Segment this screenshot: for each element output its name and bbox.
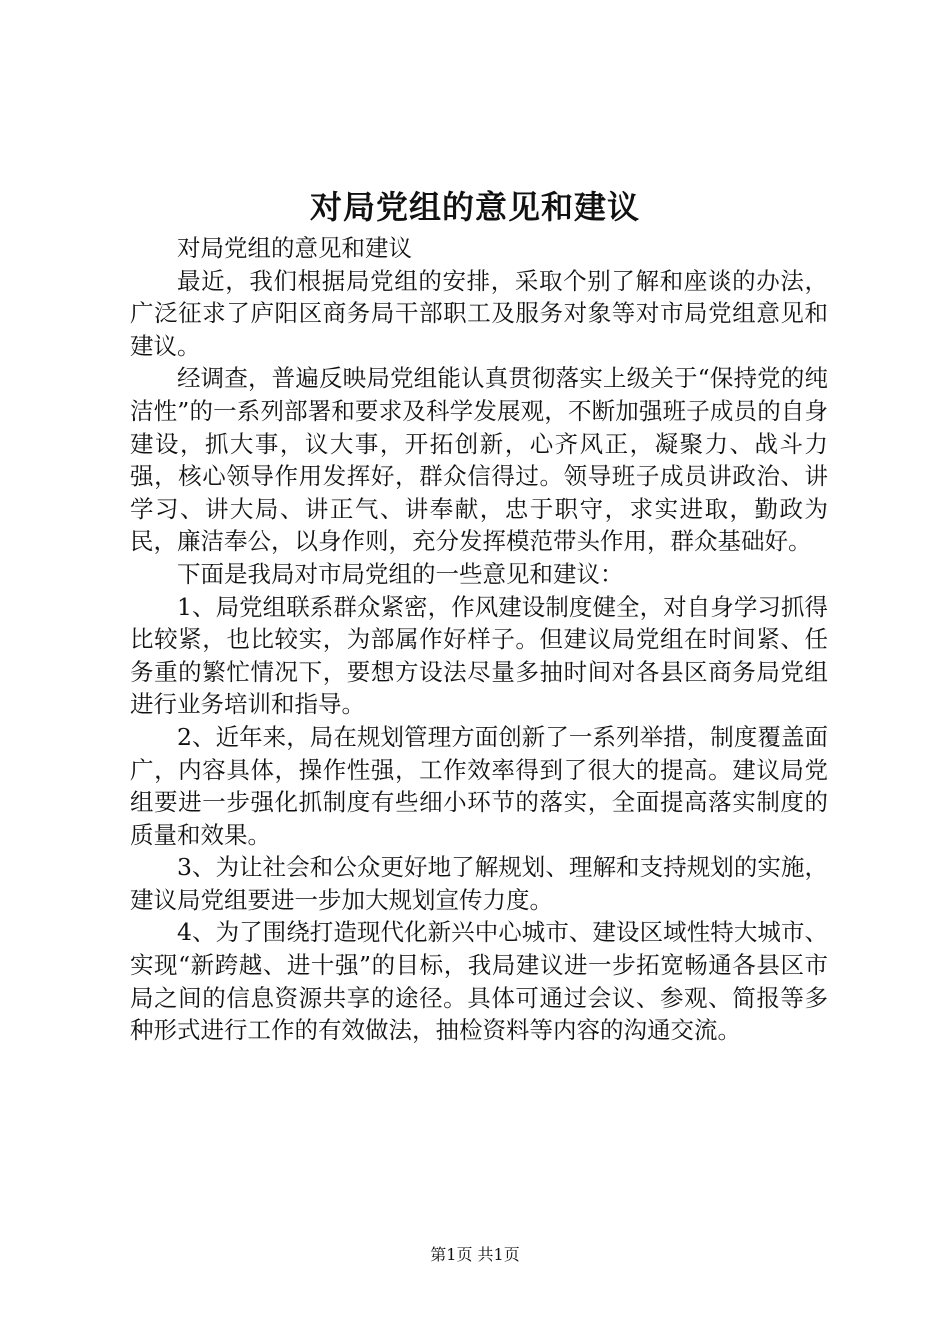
document-title: 对局党组的意见和建议 — [309, 188, 640, 226]
paragraph: 1、局党组联系群众紧密，作风建设制度健全，对自身学习抓得比较紧，也比较实，为部属作好样子。但建议局党组在时间紧、任务重的繁忙情况下，要想方设法尽量多抽时间对各县区商务局党组进行业务培训和指导。 — [130, 592, 828, 719]
page-number: 第1页 — [430, 1245, 473, 1264]
paragraph: 2、近年来，局在规划管理方面创新了一系列举措，制度覆盖面广，内容具体，操作性强，工作效率得到了很大的提高。建议局党组要进一步强化抓制度有些细小环节的落实，全面提高落实制度的质量和效果。 — [130, 722, 828, 849]
page-footer — [0, 1243, 950, 1267]
paragraph: 4、为了围绕打造现代化新兴中心城市、建设区域性特大城市、实现“新跨越、进十强”的目标，我局建议进一步拓宽畅通各县区市局之间的信息资源共享的途径。具体可通过会议、参观、简报等多种形式进行工作的有效做法，抽检资料等内容的沟通交流。 — [130, 918, 828, 1045]
paragraph: 对局党组的意见和建议 — [177, 234, 412, 262]
paragraph: 下面是我局对市局党组的一些意见和建议： — [177, 559, 624, 588]
paragraph: 3、为让社会和公众更好地了解规划、理解和支持规划的实施，建议局党组要进一步加大规划宣传力度。 — [130, 853, 828, 914]
paragraph: 经调查，普遍反映局党组能认真贯彻落实上级关于“保持党的纯洁性”的一系列部署和要求及科学发展观，不断加强班子成员的自身建设，抓大事，议大事，开拓创新，心齐风正，凝聚力、战斗力强，核心领导作用发挥好，群众信得过。领导班子成员讲政治、讲学习、讲大局、讲正气、讲奉献，忠于职守，求实进取，勤政为民，廉洁奉公，以身作则，充分发挥模范带头作用，群众基础好。 — [130, 364, 828, 556]
document-body — [130, 232, 828, 1047]
paragraph: 最近，我们根据局党组的安排，采取个别了解和座谈的办法，广泛征求了庐阳区商务局干部职工及服务对象等对市局党组意见和建议。 — [130, 266, 828, 360]
page-total: 共1页 — [477, 1245, 520, 1264]
